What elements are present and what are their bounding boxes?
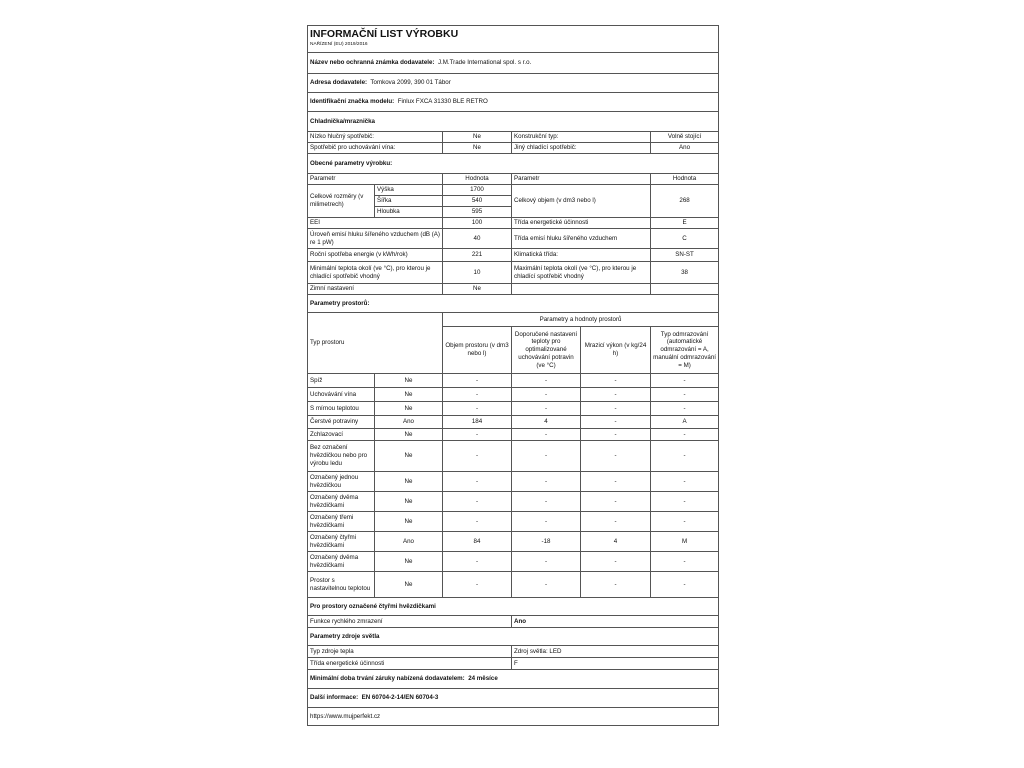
compartment-name: Uchovávání vína xyxy=(308,388,375,402)
param-column-header: Parametr xyxy=(512,174,651,185)
dimension-label: Hloubka xyxy=(375,207,443,218)
compartment-present: Ne xyxy=(375,429,443,441)
category-label: Konstrukční typ: xyxy=(512,132,651,143)
compartment-volume: - xyxy=(443,472,512,492)
compartment-present: Ne xyxy=(375,388,443,402)
general-param-value: Ne xyxy=(443,284,512,295)
sheet-row xyxy=(308,416,719,429)
compartment-volume: - xyxy=(443,441,512,472)
dimension-value: 595 xyxy=(443,207,512,218)
compartment-present: Ne xyxy=(375,441,443,472)
sheet-row xyxy=(308,74,719,93)
compartment-volume: - xyxy=(443,512,512,532)
sheet-row xyxy=(308,132,719,143)
light-type-value: Zdroj světla: LED xyxy=(512,646,719,658)
compartment-defrost-type: - xyxy=(651,402,719,416)
supplier-address xyxy=(308,74,719,93)
category-value: Ne xyxy=(443,143,512,154)
sheet-row xyxy=(308,284,719,295)
general-param-value: 100 xyxy=(443,218,512,229)
regulation-reference: NAŘÍZENÍ (EU) 2019/2016 xyxy=(308,41,719,53)
compartment-type-header: Typ prostoru xyxy=(308,313,443,374)
compartment-volume: - xyxy=(443,429,512,441)
supplier-address-label: Adresa dodavatele: xyxy=(310,79,368,87)
sheet-row xyxy=(308,295,719,313)
dimension-value: 1700 xyxy=(443,185,512,196)
compartment-freezing-capacity: - xyxy=(581,429,651,441)
general-param-label: Klimatická třída: xyxy=(512,249,651,262)
dimension-label: Šířka xyxy=(375,196,443,207)
light-class-value: F xyxy=(512,658,719,670)
compartment-temperature: -18 xyxy=(512,532,581,552)
supplier-address-value: Tomkova 2099, 390 01 Tábor xyxy=(370,79,451,87)
compartment-freezing-capacity: - xyxy=(581,416,651,429)
model-identifier-value: Finlux FXCA 31330 BLE RETRO xyxy=(397,98,488,106)
dimension-value: 540 xyxy=(443,196,512,207)
compartment-freezing-capacity: - xyxy=(581,552,651,572)
general-param-label: Úroveň emisí hluku šířeného vzduchem (dB (A) re 1 pW) xyxy=(308,229,443,249)
compartment-defrost-type: - xyxy=(651,472,719,492)
sheet-row xyxy=(308,552,719,572)
compartment-name: Bez označení hvězdičkou nebo pro výrobu ledu xyxy=(308,441,375,472)
compartment-freezing-capacity: - xyxy=(581,374,651,388)
category-value: Ne xyxy=(443,132,512,143)
additional-info xyxy=(308,689,719,708)
compartment-volume: - xyxy=(443,572,512,598)
compartment-temperature: - xyxy=(512,374,581,388)
light-type-label: Typ zdroje tepla xyxy=(308,646,512,658)
compartment-freezing-capacity: - xyxy=(581,492,651,512)
compartment-volume: 84 xyxy=(443,532,512,552)
warranty-value: 24 měsíce xyxy=(468,675,498,683)
compartment-column-header: Typ odmrazování (automatické odmrazování = A, manuální odmrazování = M) xyxy=(651,327,719,374)
fast-freeze-value: Ano xyxy=(512,616,719,628)
sheet-row xyxy=(308,143,719,154)
warranty xyxy=(308,670,719,689)
compartment-name: Čerstvé potraviny xyxy=(308,416,375,429)
sheet-row xyxy=(308,313,719,327)
light-heading: Parametry zdroje světla xyxy=(308,628,719,646)
compartment-temperature: 4 xyxy=(512,416,581,429)
compartment-group-header: Parametry a hodnoty prostorů xyxy=(443,313,719,327)
total-volume-value: 268 xyxy=(651,185,719,218)
product-information-sheet xyxy=(307,25,719,726)
general-param-value: C xyxy=(651,229,719,249)
sheet-row xyxy=(308,53,719,74)
general-param-label: Roční spotřeba energie (v kWh/rok) xyxy=(308,249,443,262)
compartment-defrost-type: - xyxy=(651,512,719,532)
compartment-name: Označený jednou hvězdičkou xyxy=(308,472,375,492)
compartment-volume: 184 xyxy=(443,416,512,429)
compartment-volume: - xyxy=(443,552,512,572)
compartment-defrost-type: - xyxy=(651,552,719,572)
fast-freeze-label: Funkce rychlého zmrazení xyxy=(308,616,512,628)
compartment-column-header: Mrazicí výkon (v kg/24 h) xyxy=(581,327,651,374)
dimension-label: Výška xyxy=(375,185,443,196)
supplier-name-value: J.M.Trade International spol. s r.o. xyxy=(437,59,532,67)
compartment-defrost-type: - xyxy=(651,492,719,512)
sheet-row xyxy=(308,689,719,708)
sheet-row xyxy=(308,229,719,249)
compartment-present: Ne xyxy=(375,472,443,492)
compartment-temperature: - xyxy=(512,552,581,572)
sheet-row xyxy=(308,598,719,616)
supplier-name xyxy=(308,53,719,74)
compartment-present: Ne xyxy=(375,492,443,512)
additional-info-value: EN 60704-2-14/EN 60704-3 xyxy=(361,694,439,702)
category-value: Ano xyxy=(651,143,719,154)
sheet-row xyxy=(308,441,719,472)
compartment-temperature: - xyxy=(512,472,581,492)
sheet-row xyxy=(308,41,719,53)
compartment-column-header: Doporučené nastavení teploty pro optimalizované uchovávání potravin (ve °C) xyxy=(512,327,581,374)
sheet-row xyxy=(308,492,719,512)
model-identifier xyxy=(308,93,719,112)
sheet-row xyxy=(308,112,719,132)
total-volume-label: Celkový objem (v dm3 nebo l) xyxy=(512,185,651,218)
sheet-row xyxy=(308,249,719,262)
value-column-header: Hodnota xyxy=(651,174,719,185)
sheet-row xyxy=(308,174,719,185)
compartment-freezing-capacity: - xyxy=(581,472,651,492)
sheet-row xyxy=(308,388,719,402)
supplier-name-label: Název nebo ochranná známka dodavatele: xyxy=(310,59,435,67)
sheet-row xyxy=(308,93,719,112)
general-param-label: Třída emisí hluku šířeného vzduchem xyxy=(512,229,651,249)
compartments-heading: Parametry prostorů: xyxy=(308,295,719,313)
sheet-row xyxy=(308,429,719,441)
compartment-name: Označený třemi hvězdičkami xyxy=(308,512,375,532)
website-link[interactable]: https://www.mujperfekt.cz xyxy=(308,708,719,726)
compartment-present: Ne xyxy=(375,402,443,416)
compartment-freezing-capacity: - xyxy=(581,512,651,532)
compartment-name: Označený dvěma hvězdičkami xyxy=(308,492,375,512)
compartment-volume: - xyxy=(443,388,512,402)
general-param-value: 10 xyxy=(443,262,512,284)
compartment-freezing-capacity: 4 xyxy=(581,532,651,552)
sheet-row xyxy=(308,374,719,388)
compartment-freezing-capacity: - xyxy=(581,572,651,598)
sheet-row xyxy=(308,628,719,646)
sheet-row xyxy=(308,26,719,41)
general-param-value: 40 xyxy=(443,229,512,249)
param-column-header: Parametr xyxy=(308,174,443,185)
light-class-label: Třída energetické účinnosti xyxy=(308,658,512,670)
sheet-row xyxy=(308,670,719,689)
compartment-defrost-type: - xyxy=(651,388,719,402)
compartment-present: Ne xyxy=(375,512,443,532)
general-param-label: Maximální teplota okolí (ve °C), pro kterou je chladící spotřebič vhodný xyxy=(512,262,651,284)
category-label: Nízko hlučný spotřebič: xyxy=(308,132,443,143)
sheet-row xyxy=(308,218,719,229)
compartment-temperature: - xyxy=(512,429,581,441)
compartment-temperature: - xyxy=(512,512,581,532)
compartment-temperature: - xyxy=(512,492,581,512)
compartment-name: Označený čtyřmi hvězdičkami xyxy=(308,532,375,552)
sheet-row xyxy=(308,262,719,284)
category-heading: Chladnička/mraznička xyxy=(308,112,719,132)
sheet-row xyxy=(308,658,719,670)
sheet-row xyxy=(308,646,719,658)
compartment-volume: - xyxy=(443,492,512,512)
compartment-defrost-type: - xyxy=(651,429,719,441)
sheet-row xyxy=(308,472,719,492)
compartment-volume: - xyxy=(443,402,512,416)
general-heading: Obecné parametry výrobku: xyxy=(308,154,719,174)
general-param-label xyxy=(512,284,651,295)
compartment-name: Označený dvěma hvězdičkami xyxy=(308,552,375,572)
value-column-header: Hodnota xyxy=(443,174,512,185)
sheet-row xyxy=(308,572,719,598)
sheet-row xyxy=(308,532,719,552)
document-title: INFORMAČNÍ LIST VÝROBKU xyxy=(308,26,719,41)
compartment-temperature: - xyxy=(512,441,581,472)
compartment-temperature: - xyxy=(512,388,581,402)
sheet-row xyxy=(308,708,719,726)
general-param-label: Minimální teplota okolí (ve °C), pro kterou je chladící spotřebič vhodný xyxy=(308,262,443,284)
general-param-label: EEI xyxy=(308,218,443,229)
model-identifier-label: Identifikační značka modelu: xyxy=(310,98,395,106)
general-param-label: Zimní nastavení xyxy=(308,284,443,295)
category-label: Jiný chladící spotřebič: xyxy=(512,143,651,154)
compartment-defrost-type: - xyxy=(651,572,719,598)
general-param-label: Třída energetické účinnosti xyxy=(512,218,651,229)
compartment-present: Ne xyxy=(375,374,443,388)
sheet-row xyxy=(308,154,719,174)
compartment-temperature: - xyxy=(512,572,581,598)
warranty-label: Minimální doba trvání záruky nabízená dodavatelem: xyxy=(310,675,465,683)
compartment-defrost-type: - xyxy=(651,441,719,472)
compartment-defrost-type: M xyxy=(651,532,719,552)
sheet-row xyxy=(308,616,719,628)
sheet-row xyxy=(308,185,719,196)
additional-info-label: Další informace: xyxy=(310,694,359,702)
compartment-present: Ano xyxy=(375,416,443,429)
four-star-heading: Pro prostory označené čtyřmi hvězdičkami xyxy=(308,598,719,616)
compartment-name: Zchlazovací xyxy=(308,429,375,441)
compartment-defrost-type: A xyxy=(651,416,719,429)
compartment-name: Spíž xyxy=(308,374,375,388)
category-label: Spotřebič pro uchovávání vína: xyxy=(308,143,443,154)
compartment-volume: - xyxy=(443,374,512,388)
compartment-name: Prostor s nastavitelnou teplotou xyxy=(308,572,375,598)
compartment-column-header: Objem prostoru (v dm3 nebo l) xyxy=(443,327,512,374)
compartment-freezing-capacity: - xyxy=(581,388,651,402)
compartment-freezing-capacity: - xyxy=(581,441,651,472)
general-param-value: E xyxy=(651,218,719,229)
general-param-value xyxy=(651,284,719,295)
general-param-value: SN-ST xyxy=(651,249,719,262)
compartment-freezing-capacity: - xyxy=(581,402,651,416)
sheet-row xyxy=(308,512,719,532)
general-param-value: 221 xyxy=(443,249,512,262)
compartment-defrost-type: - xyxy=(651,374,719,388)
sheet-row xyxy=(308,402,719,416)
compartment-temperature: - xyxy=(512,402,581,416)
compartment-present: Ne xyxy=(375,572,443,598)
compartment-present: Ano xyxy=(375,532,443,552)
compartment-present: Ne xyxy=(375,552,443,572)
category-value: Volně stojící xyxy=(651,132,719,143)
dimensions-label: Celkové rozměry (v milimetrech) xyxy=(308,185,375,218)
general-param-value: 38 xyxy=(651,262,719,284)
compartment-name: S mírnou teplotou xyxy=(308,402,375,416)
